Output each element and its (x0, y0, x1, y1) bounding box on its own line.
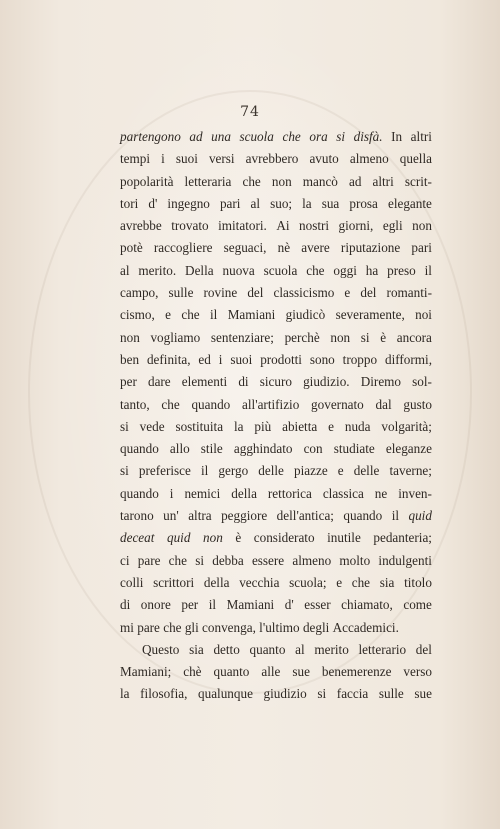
word: elegante (387, 195, 432, 211)
word: tempi (120, 151, 151, 167)
word: debba (212, 552, 244, 568)
word: romanti- (386, 285, 432, 301)
word: elementi (181, 374, 228, 390)
word: nuda (344, 418, 371, 434)
word: vecchia (239, 574, 280, 590)
word: come (403, 597, 432, 613)
word: giorni, (338, 218, 374, 234)
text-line-08 (120, 282, 432, 304)
word: il (424, 262, 432, 278)
word: i (161, 151, 165, 167)
word: prodotti (260, 351, 302, 367)
word: convenga, (202, 619, 260, 635)
text-line-14 (120, 416, 432, 438)
word: sostituita (175, 418, 224, 434)
word: delle (353, 463, 380, 479)
word: nè (277, 240, 291, 256)
word: merito (314, 641, 349, 657)
word: ben (120, 351, 140, 367)
word: verso (403, 664, 432, 680)
text-line-20 (120, 550, 432, 572)
word: chiamato, (341, 597, 393, 613)
word: sue (292, 664, 310, 680)
word: il (200, 463, 209, 479)
text-line-04 (120, 193, 432, 215)
word: deceat (120, 530, 155, 546)
word: più (254, 418, 272, 434)
word: la (233, 418, 244, 434)
word: disfà. (353, 129, 383, 144)
word: campo, (120, 285, 159, 301)
word: imitatori. (218, 218, 267, 234)
word: difformi, (384, 351, 432, 367)
word: una (211, 129, 231, 144)
word: sentenziare; (210, 329, 274, 345)
word: gergo (218, 463, 249, 479)
word: avuto (309, 151, 339, 167)
word: cismo, (120, 307, 155, 323)
word: del (247, 285, 264, 301)
word: merito. (138, 262, 177, 278)
word: gusto (403, 396, 432, 412)
word: scuola (239, 129, 274, 144)
word: titolo (404, 574, 432, 590)
text-line-01 (120, 126, 432, 148)
word: il (208, 597, 217, 613)
word: piazze (294, 463, 328, 479)
word: suoi (230, 351, 253, 367)
word: dare (147, 374, 171, 390)
word: della (203, 574, 230, 590)
word: avrebbero (245, 151, 299, 167)
word: stile (200, 441, 223, 457)
word: vogliamo (150, 329, 201, 345)
word: si (317, 686, 327, 702)
word: nostri (299, 218, 330, 234)
text-line-11 (120, 349, 432, 371)
word: il (210, 307, 218, 323)
word: classica (322, 485, 364, 501)
word: il (391, 508, 400, 524)
word: quella (399, 151, 432, 167)
text-line-21 (120, 572, 432, 594)
word: inven- (398, 485, 432, 501)
word: severamente, (335, 307, 405, 323)
word: scuola; (289, 574, 327, 590)
word: non (271, 173, 292, 189)
word: dal (375, 396, 392, 412)
word: ad (348, 173, 362, 189)
text-line-22 (120, 594, 432, 616)
text-line-06 (120, 237, 432, 259)
word: inutile (327, 530, 361, 546)
word: avere (301, 240, 330, 256)
text-line-17 (120, 483, 432, 505)
word: avrebbe (120, 218, 162, 234)
word: non (120, 329, 140, 345)
word: non (412, 218, 432, 234)
text-line-09 (120, 304, 432, 326)
word: faccia (336, 686, 369, 702)
word: preferisce (138, 463, 191, 479)
word: partengono (120, 129, 181, 144)
word: che (282, 129, 301, 144)
word: sulle (378, 686, 404, 702)
word: essere (251, 552, 285, 568)
text-line-02 (120, 148, 432, 170)
word: pari (219, 195, 241, 211)
word: per (181, 597, 199, 613)
word: molto (339, 552, 371, 568)
word: che (306, 262, 325, 278)
word: suo; (270, 195, 293, 211)
word: con (303, 441, 323, 457)
word: eleganze (385, 441, 432, 457)
word: sua (321, 195, 340, 211)
word: Ai (276, 218, 290, 234)
word: esser (304, 597, 331, 613)
word: considerato (253, 530, 315, 546)
word: ancora (396, 329, 432, 345)
word: e (328, 418, 334, 434)
word: Mamiani (227, 307, 276, 323)
word: versi (208, 151, 235, 167)
word: prosa (349, 195, 378, 211)
word: per (120, 374, 137, 390)
word: non (203, 530, 223, 546)
word: Mamiani (226, 597, 275, 613)
word: seguaci, (223, 240, 267, 256)
word: di (120, 597, 131, 613)
word: d' (284, 597, 294, 613)
word: si (195, 552, 204, 568)
word: gli (184, 619, 203, 635)
word: giudicò (285, 307, 326, 323)
word: scuola (263, 262, 298, 278)
word: preso (387, 262, 416, 278)
word: quid (166, 530, 191, 546)
word: altri (410, 129, 432, 144)
word: trovato (171, 218, 209, 234)
word: sulle (168, 285, 194, 301)
word: quando (120, 441, 159, 457)
word: si (120, 463, 129, 479)
word: chè (183, 664, 202, 680)
text-line-12 (120, 371, 432, 393)
word: definita, (146, 351, 191, 367)
word: sicuro (259, 374, 292, 390)
word: della (231, 485, 257, 501)
word: non (330, 329, 351, 345)
word: giudizio (263, 686, 307, 702)
word: d' (148, 195, 158, 211)
word: ed (198, 351, 211, 367)
page-number: 74 (240, 104, 260, 120)
word: sia (379, 574, 395, 590)
word: e (337, 463, 344, 479)
text-line-23 (120, 617, 432, 639)
word: si (360, 329, 370, 345)
word: tanto, (120, 396, 150, 412)
word: potè (120, 240, 143, 256)
word: la (302, 195, 312, 211)
word: Della (185, 262, 214, 278)
word: pare (137, 552, 161, 568)
word: pare (137, 619, 164, 635)
word: al (295, 641, 305, 657)
word: ne (374, 485, 388, 501)
word: alle (261, 664, 281, 680)
word: delle (258, 463, 284, 479)
word: nemici (184, 485, 221, 501)
word: letteraria (184, 173, 232, 189)
word: giudizio. (303, 374, 350, 390)
word: almeno (292, 552, 332, 568)
word: pari (411, 240, 432, 256)
text-line-24 (120, 639, 432, 661)
word: sia (189, 641, 204, 657)
word: che (163, 619, 185, 635)
word: rovine (203, 285, 238, 301)
word: egli (382, 218, 403, 234)
word: di (238, 374, 249, 390)
word: ha (365, 262, 379, 278)
word: scrittori (153, 574, 195, 590)
word: suoi (175, 151, 198, 167)
word: quando (343, 508, 383, 524)
word: qualunque (198, 686, 253, 702)
word: sono (309, 351, 335, 367)
word: è (380, 329, 387, 345)
word: In (391, 129, 403, 144)
word: e (165, 307, 172, 323)
text-line-07 (120, 260, 432, 282)
word: detto (213, 641, 240, 657)
word: del (360, 285, 377, 301)
text-line-25 (120, 661, 432, 683)
word: studiate (333, 441, 375, 457)
word: l'ultimo (259, 619, 303, 635)
word: Questo (142, 641, 180, 657)
word: dell'antica; (276, 508, 334, 524)
body-text (120, 126, 432, 706)
text-line-18 (120, 505, 432, 527)
word: la (120, 686, 130, 702)
text-line-19 (120, 527, 432, 549)
word: riputazione (340, 240, 401, 256)
word: ci (120, 552, 130, 568)
word: tarono (120, 508, 154, 524)
word: taverne; (389, 463, 432, 479)
word: i (218, 351, 223, 367)
word: benemerenze (321, 664, 392, 680)
word: peggiore (221, 508, 268, 524)
word: classicismo (273, 285, 335, 301)
word: filosofia, (140, 686, 188, 702)
word: ad (189, 129, 203, 144)
word: ora (309, 129, 328, 144)
word: al (120, 262, 130, 278)
word: che (242, 173, 261, 189)
text-line-26 (120, 683, 432, 705)
word: al (250, 195, 261, 211)
word: scrit- (404, 173, 432, 189)
word: che (351, 574, 371, 590)
text-line-03 (120, 171, 432, 193)
word: volgarità; (381, 418, 432, 434)
word: popolarità (120, 173, 174, 189)
word: colli (120, 574, 144, 590)
word: letterario (358, 641, 407, 657)
word: raccogliere (153, 240, 213, 256)
word: si (120, 418, 129, 434)
word: Mamiani; (120, 664, 172, 680)
word: agghindato (233, 441, 293, 457)
word: è (235, 530, 242, 546)
text-line-15 (120, 438, 432, 460)
word: e (336, 574, 343, 590)
text-line-05 (120, 215, 432, 237)
word: sol- (412, 374, 432, 390)
word: e (344, 285, 351, 301)
word: sue (414, 686, 432, 702)
word: tori (120, 195, 139, 211)
word: che (161, 396, 180, 412)
word: che (181, 307, 200, 323)
word: almeno (349, 151, 389, 167)
word: vede (139, 418, 165, 434)
word: rettorica (267, 485, 312, 501)
word: quid (408, 508, 432, 524)
word: abietta (282, 418, 318, 434)
word: all'artifizio (242, 396, 300, 412)
word: altra (188, 508, 212, 524)
word: onore (140, 597, 171, 613)
text-line-13 (120, 394, 432, 416)
word: si (336, 129, 346, 144)
word: oggi (333, 262, 357, 278)
text-line-10 (120, 327, 432, 349)
word: che (168, 552, 187, 568)
word: allo (169, 441, 190, 457)
word: quanto (213, 664, 250, 680)
word: degli (302, 619, 333, 635)
word: quando (120, 485, 159, 501)
word: i (169, 485, 174, 501)
word: mancò (302, 173, 338, 189)
word: del (415, 641, 432, 657)
text-line-16 (120, 460, 432, 482)
word: altri (372, 173, 394, 189)
word: quanto (249, 641, 286, 657)
word: indulgenti (378, 552, 432, 568)
word: mi (120, 619, 138, 635)
word: perchè (284, 329, 320, 345)
word: governato (311, 396, 364, 412)
word: quando (191, 396, 231, 412)
word: Accademici. (332, 619, 399, 635)
word: Diremo (360, 374, 402, 390)
word: pedanteria; (373, 530, 432, 546)
word: ingegno (167, 195, 210, 211)
word: troppo (342, 351, 378, 367)
word: nuova (222, 262, 255, 278)
word: un' (163, 508, 179, 524)
word: noi (415, 307, 432, 323)
